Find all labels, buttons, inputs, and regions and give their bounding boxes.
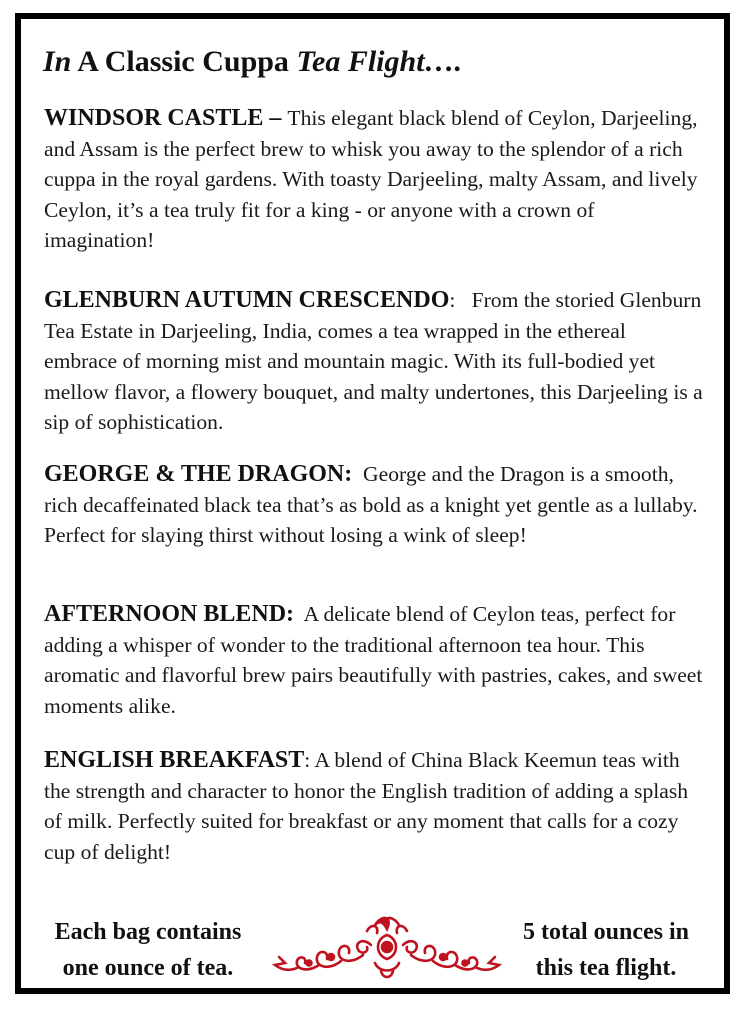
tea-separator: :	[304, 748, 315, 772]
tea-entry-afternoon-blend	[44, 599, 704, 721]
tea-description: A blend of China Black Keemun teas with the strength and character to honor the English tradition of adding a splash of milk. Perfectly suited for breakfast or any moment that calls for a cozy cup of delight!	[44, 748, 689, 864]
title-in: In	[43, 45, 72, 78]
footer-right-line-2: this tea flight.	[535, 955, 677, 981]
tea-name: AFTERNOON BLEND:	[44, 601, 295, 627]
red-scroll-flourish-icon	[271, 911, 503, 991]
tea-separator	[352, 462, 363, 486]
tea-separator	[294, 602, 304, 626]
menu-card-frame	[15, 13, 730, 994]
tea-separator: –	[263, 105, 288, 131]
tea-name: GEORGE & THE DRAGON:	[44, 461, 353, 487]
footer-bag-note	[33, 914, 263, 986]
footer-left-line-2: one ounce of tea.	[62, 955, 234, 981]
tea-description: George and the Dragon is a smooth, rich decaffeinated black tea that’s as bold as a knight yet gentle as a lullaby. Perfect for slaying thirst without losing a wink of sleep!	[44, 462, 698, 548]
tea-name: ENGLISH BREAKFAST	[44, 747, 305, 773]
page-title	[43, 44, 462, 80]
tea-description: This elegant black blend of Ceylon, Darjeeling, and Assam is the perfect brew to whisk you away to the splendor of a rich cuppa in the royal gardens. With toasty Darjeeling, malty Assam, and lively Ceylon, it’s a tea truly fit for a king - or anyone with a crown of imagination!	[44, 106, 698, 253]
footer-right-line-1: 5 total ounces in	[522, 919, 689, 945]
tea-name: WINDSOR CASTLE	[44, 105, 264, 131]
tea-entry-glenburn-autumn-crescendo	[44, 285, 704, 438]
tea-entry-english-breakfast	[44, 745, 704, 867]
tea-entry-george-and-the-dragon	[44, 459, 704, 551]
tea-separator: :	[449, 288, 472, 312]
title-tea-flight: Tea Flight….	[296, 45, 463, 78]
tea-name: GLENBURN AUTUMN CRESCENDO	[44, 287, 450, 313]
tea-entry-windsor-castle	[44, 103, 704, 256]
tea-description: From the storied Glenburn Tea Estate in Darjeeling, India, comes a tea wrapped in the ethereal embrace of morning mist and mountain magic. With its full-bodied yet mellow flavor, a flowery bouquet, and malty undertones, this Darjeeling is a sip of sophistication.	[44, 288, 703, 435]
footer-left-line-1: Each bag contains	[54, 919, 242, 945]
tea-description: A delicate blend of Ceylon teas, perfect for adding a whisper of wonder to the traditional afternoon tea hour. This aromatic and flavorful brew pairs beautifully with pastries, cakes, and sweet moments alike.	[44, 602, 703, 718]
footer-total-note	[499, 914, 713, 986]
title-main: A Classic Cuppa	[71, 45, 297, 78]
